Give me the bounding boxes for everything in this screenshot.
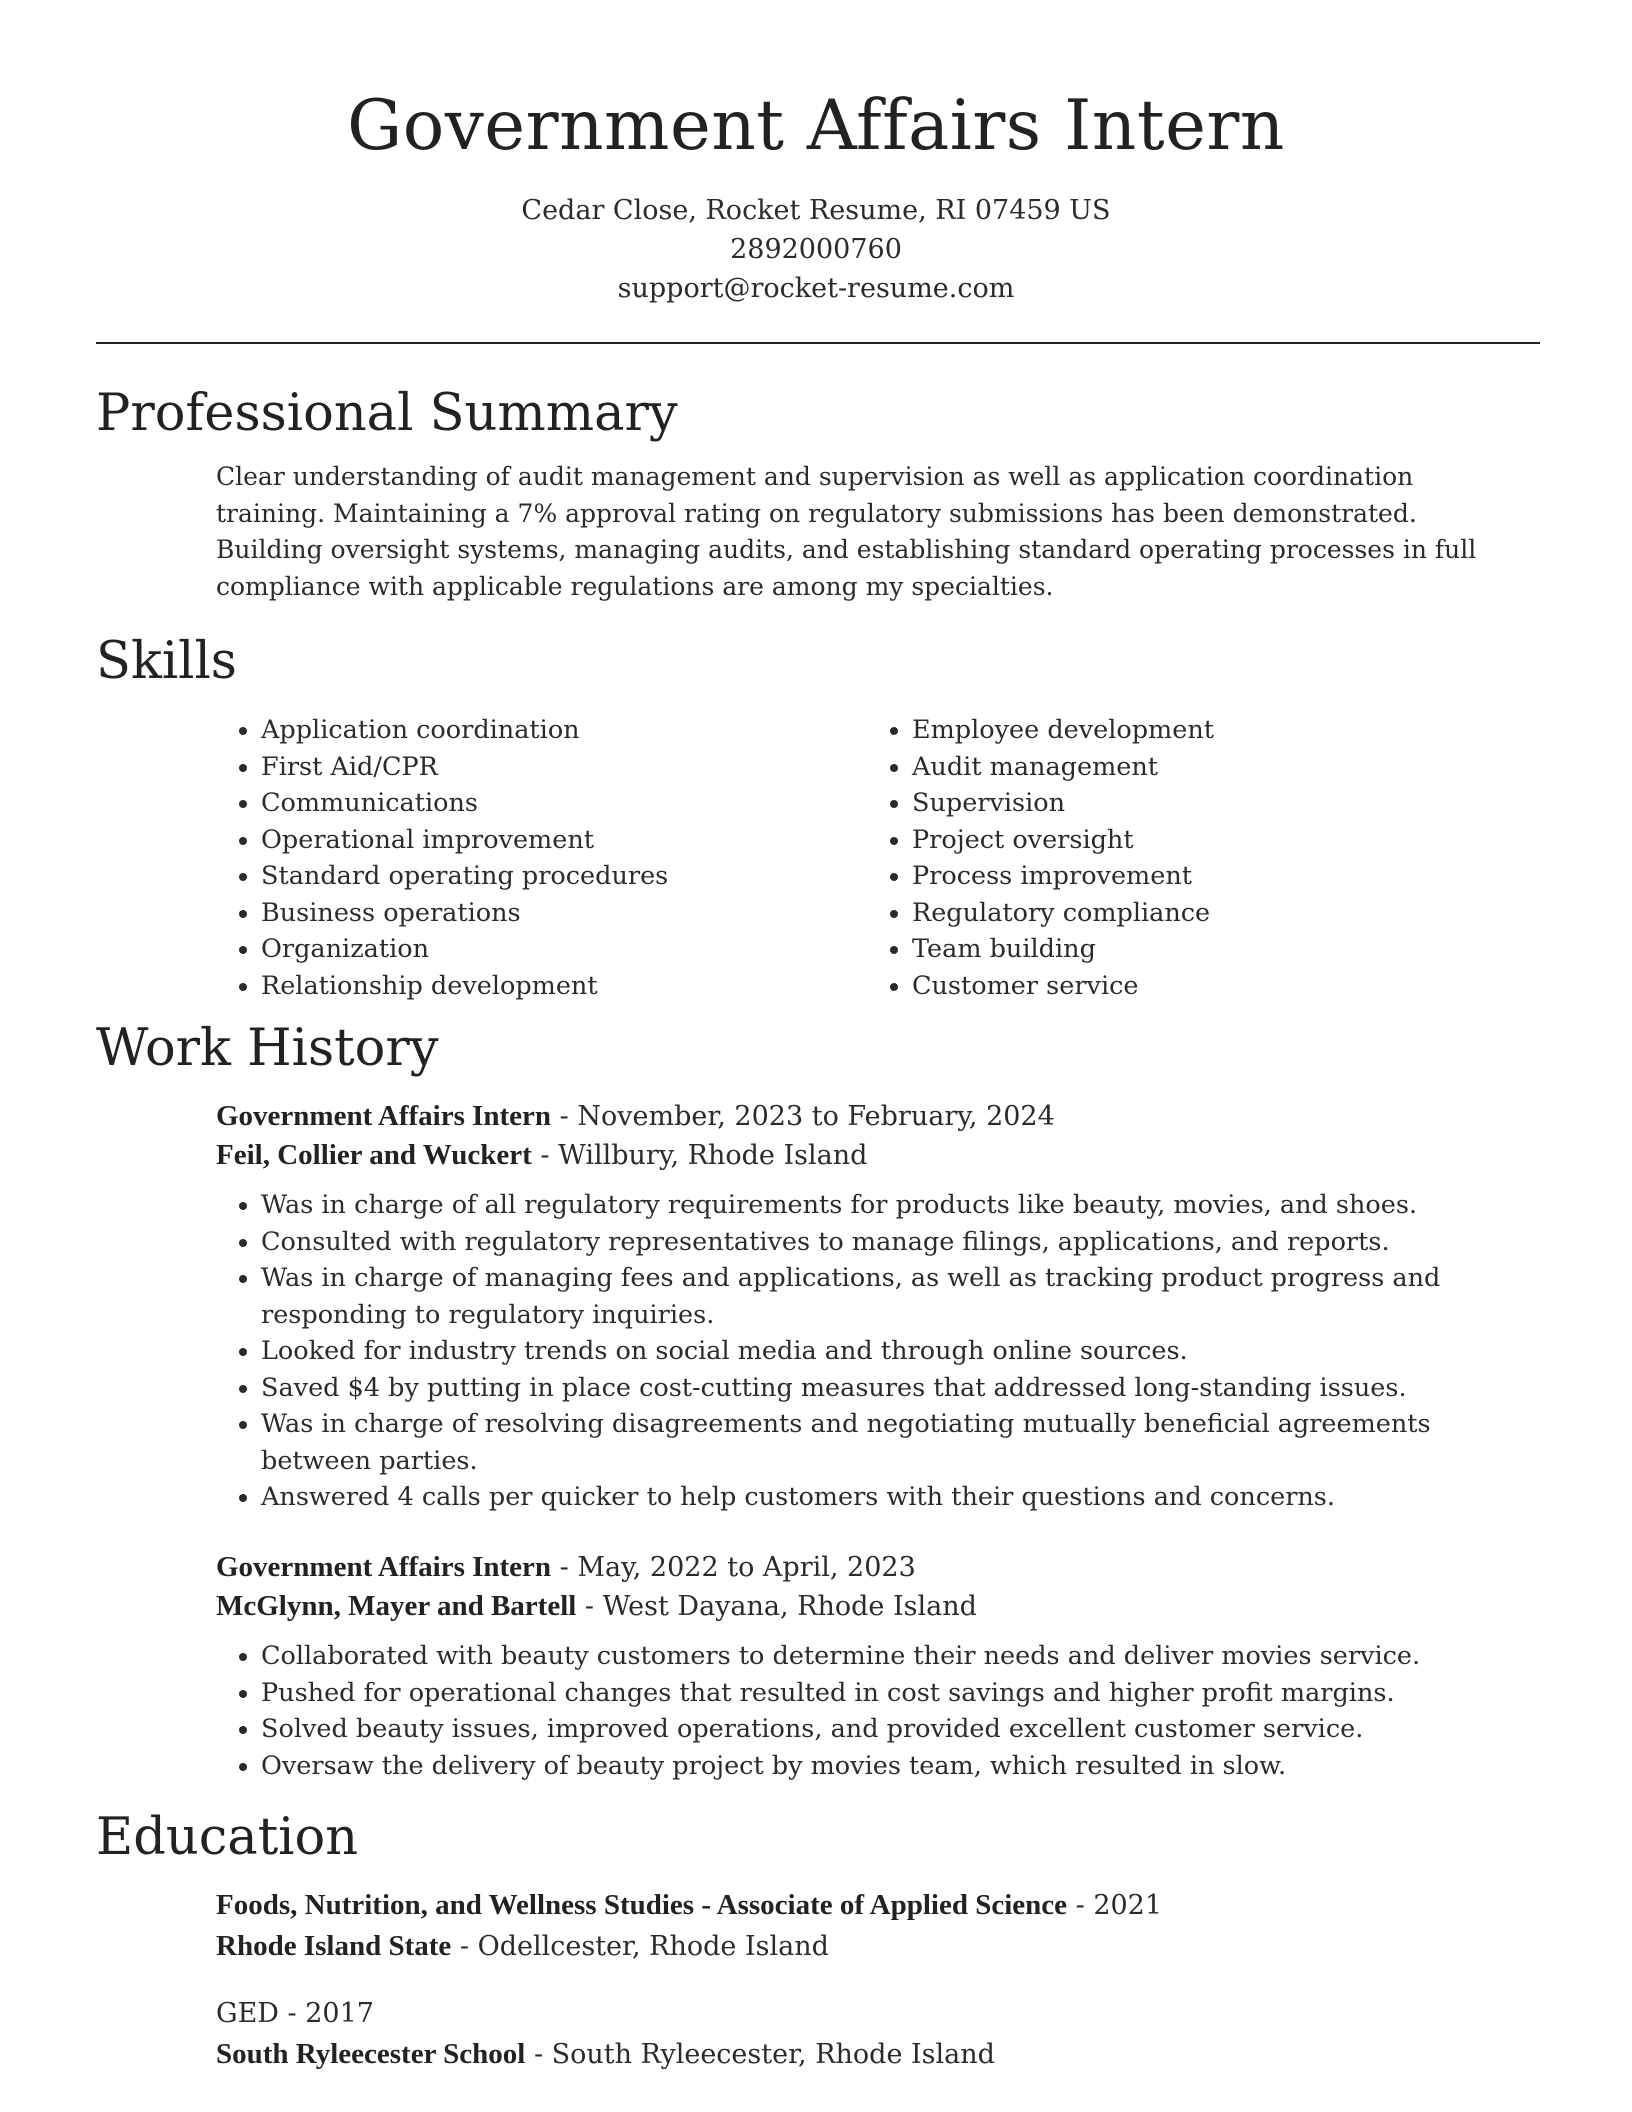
- job-location: - West Dayana, Rhode Island: [576, 1591, 977, 1622]
- job-bullet: • Collaborated with beauty customers to determine their needs and deliver movies service.: [261, 1638, 1526, 1675]
- section-title-work-history: Work History: [96, 1019, 439, 1078]
- candidate-title: Government Affairs Intern: [347, 86, 1285, 166]
- education-location: - Odellcester, Rhode Island: [451, 1931, 829, 1962]
- job-company-line: [216, 1587, 1526, 1626]
- phone: 2892000760: [730, 234, 902, 265]
- job-bullet: • Was in charge of resolving disagreements and negotiating mutually beneficial agreements between parties.: [261, 1406, 1526, 1479]
- address: Cedar Close, Rocket Resume, RI 07459 US: [521, 195, 1111, 226]
- skill-item: • Application coordination: [261, 712, 867, 749]
- contact-info: [0, 191, 1632, 308]
- skill-item: • Process improvement: [912, 858, 1214, 895]
- skill-item: • Organization: [261, 931, 867, 968]
- skill-item: • Team building: [912, 931, 1214, 968]
- skill-item: • Relationship development: [261, 968, 867, 1005]
- job-bullets: [216, 1187, 1526, 1516]
- skill-item: • Regulatory compliance: [912, 895, 1214, 932]
- job-bullet: • Pushed for operational changes that resulted in cost savings and higher profit margins.: [261, 1675, 1526, 1712]
- education-school: South Ryleecester School: [216, 2038, 526, 2070]
- job-company: McGlynn, Mayer and Bartell: [216, 1590, 577, 1622]
- skill-item: • Operational improvement: [261, 822, 867, 859]
- job-bullet: • Solved beauty issues, improved operations, and provided excellent customer service.: [261, 1711, 1526, 1748]
- section-title-skills: Skills: [96, 632, 237, 691]
- skill-item: • Customer service: [912, 968, 1214, 1005]
- skill-item: • Communications: [261, 785, 867, 822]
- education-program: Foods, Nutrition, and Wellness Studies - Associate of Applied Science: [216, 1889, 1068, 1921]
- education-school: Rhode Island State: [216, 1930, 452, 1962]
- job-bullet: • Answered 4 calls per quicker to help customers with their questions and concerns.: [261, 1479, 1526, 1516]
- skill-item: • Employee development: [912, 712, 1214, 749]
- skill-item: • First Aid/CPR: [261, 749, 867, 786]
- job-entry: [216, 1097, 1526, 1516]
- email: support@rocket-resume.com: [617, 273, 1015, 304]
- skill-item: • Project oversight: [912, 822, 1214, 859]
- job-bullets: [216, 1638, 1526, 1784]
- job-dates: - November, 2023 to February, 2024: [551, 1101, 1055, 1132]
- education-location: - South Ryleecester, Rhode Island: [525, 2039, 995, 2070]
- skill-item: • Supervision: [912, 785, 1214, 822]
- job-company: Feil, Collier and Wuckert: [216, 1139, 532, 1171]
- education-program-line: [216, 1885, 1516, 1926]
- job-title-line: [216, 1548, 1526, 1587]
- skill-item: • Audit management: [912, 749, 1214, 786]
- skills-list: [216, 712, 1536, 1004]
- education-school-line: [216, 2034, 1516, 2075]
- job-bullet: • Oversaw the delivery of beauty project by movies team, which resulted in slow.: [261, 1748, 1526, 1785]
- education-school-line: [216, 1926, 1516, 1967]
- job-entry: [216, 1548, 1526, 1784]
- job-company-line: [216, 1136, 1526, 1175]
- summary-text: Clear understanding of audit management and supervision as well as application coordination training. Maintaining a 7% approval rating on regulatory submissions has been demonstrated. Building oversight systems, managing audits, and establishing standard operating processes in full compliance with applicable regulations are among my specialties.: [216, 462, 1477, 601]
- job-role: Government Affairs Intern: [216, 1551, 552, 1583]
- education-year: - 2017: [278, 1998, 374, 2029]
- skills-column-left: [216, 712, 867, 1004]
- job-bullet: • Consulted with regulatory representatives to manage filings, applications, and reports.: [261, 1224, 1526, 1261]
- skill-item: • Business operations: [261, 895, 867, 932]
- section-title-education: Education: [96, 1808, 359, 1867]
- job-role: Government Affairs Intern: [216, 1100, 552, 1132]
- job-location: - Willbury, Rhode Island: [531, 1140, 868, 1171]
- skill-item: • Standard operating procedures: [261, 858, 867, 895]
- job-dates: - May, 2022 to April, 2023: [551, 1552, 916, 1583]
- header-divider: [96, 342, 1540, 344]
- skills-column-right: [867, 712, 1214, 1004]
- section-title-summary: Professional Summary: [96, 384, 678, 443]
- education-entry: [216, 1885, 1516, 1967]
- education-program-line: [216, 1994, 1516, 2034]
- education-entry: [216, 1994, 1516, 2075]
- education-year: - 2021: [1067, 1890, 1163, 1921]
- job-bullet: • Looked for industry trends on social media and through online sources.: [261, 1333, 1526, 1370]
- job-bullet: • Saved $4 by putting in place cost-cutting measures that addressed long-standing issues.: [261, 1370, 1526, 1407]
- job-bullet: • Was in charge of all regulatory requirements for products like beauty, movies, and shoes.: [261, 1187, 1526, 1224]
- job-title-line: [216, 1097, 1526, 1136]
- education-program: GED: [216, 1998, 279, 2029]
- job-bullet: • Was in charge of managing fees and applications, as well as tracking product progress and responding to regulatory inquiries.: [261, 1260, 1526, 1333]
